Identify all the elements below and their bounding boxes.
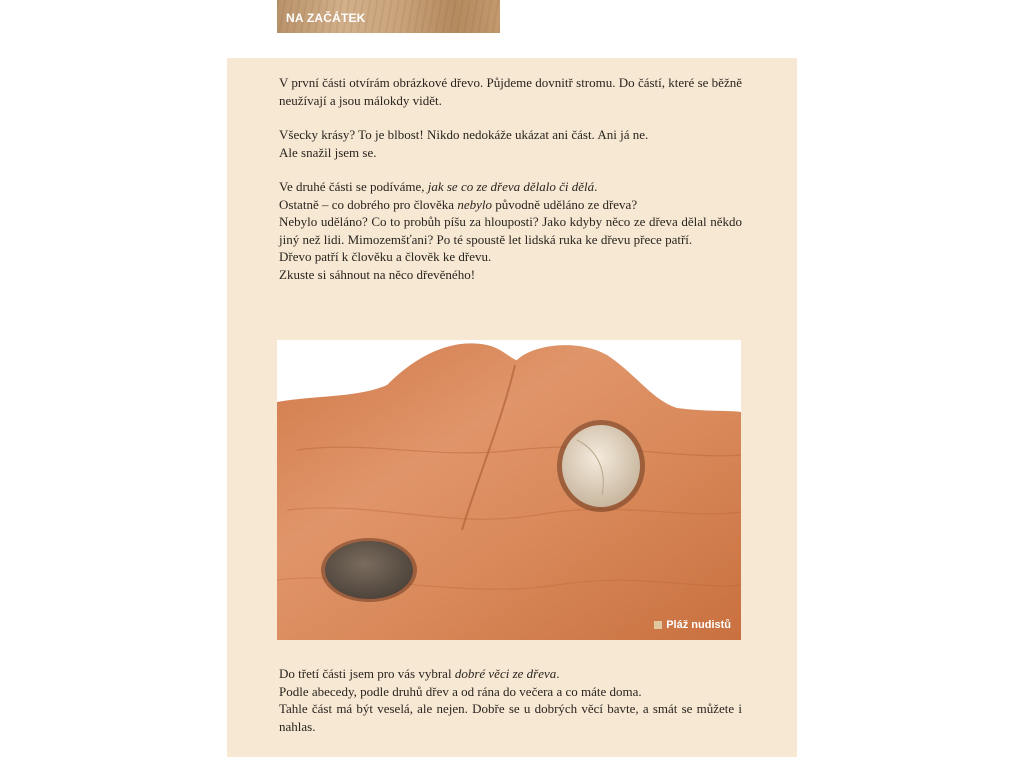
- text-run: .: [594, 179, 598, 194]
- paragraph-text: Tahle část má být veselá, ale nejen. Dobře se u dobrých věcí bavte, a smát se můžete i nahlas.: [279, 701, 742, 734]
- emphasis-text: jak se co ze dřeva dělalo či dělá: [427, 179, 595, 194]
- wood-sculpture-photo: [277, 340, 741, 640]
- intro-paragraph-1: [279, 74, 742, 109]
- paragraph-text: Zkuste si sáhnout na něco dřevěného!: [279, 266, 476, 282]
- top-banner[interactable]: [277, 0, 500, 33]
- intro-paragraph-2: [279, 126, 742, 161]
- banner-label: NA ZAČÁTEK: [286, 11, 366, 25]
- text-run: .: [556, 666, 560, 681]
- emphasis-text: nebylo: [457, 196, 492, 212]
- intro-paragraph-4: [279, 665, 742, 735]
- text-run: Ve druhé části se podíváme,: [279, 179, 428, 194]
- caption-marker-icon: [654, 621, 662, 629]
- paragraph-text: [279, 178, 742, 196]
- text-run: Ostatně – co dobrého pro člověka: [279, 196, 458, 212]
- paragraph-text: Všecky krásy? To je blbost! Nikdo nedokáže ukázat ani část. Ani já ne.: [279, 127, 649, 142]
- caption-text: Pláž nudistů: [666, 619, 731, 631]
- photo-caption: [654, 619, 731, 631]
- paragraph-text: Nebylo uděláno? Co to probůh píšu za hlouposti? Jako kdyby něco ze dřeva dělal někdo jiný než lidi. Mimozemšťani? Po té spoustě let lidská ruka ke dřevu přece patří.: [279, 214, 742, 247]
- emphasis-text: dobré věci ze dřeva: [454, 666, 557, 681]
- paragraph-text: V první části otvírám obrázkové dřevo. Půjdeme dovnitř stromu. Do částí, které se běžně neužívají a jsou málokdy vidět.: [279, 75, 742, 108]
- paragraph-text: Dřevo patří k člověku a člověk ke dřevu.: [279, 249, 492, 264]
- intro-paragraph-3: [279, 178, 742, 283]
- text-run: původně uděláno ze dřeva?: [492, 196, 638, 212]
- text-run: Do třetí části jsem pro vás vybral: [279, 666, 455, 681]
- paragraph-text: [279, 665, 742, 683]
- paragraph-text: [279, 196, 742, 214]
- paragraph-text: Ale snažil jsem se.: [279, 144, 377, 160]
- paragraph-text: Podle abecedy, podle druhů dřev a od rána do večera a co máte doma.: [279, 683, 642, 699]
- wood-sculpture-image: [277, 340, 741, 640]
